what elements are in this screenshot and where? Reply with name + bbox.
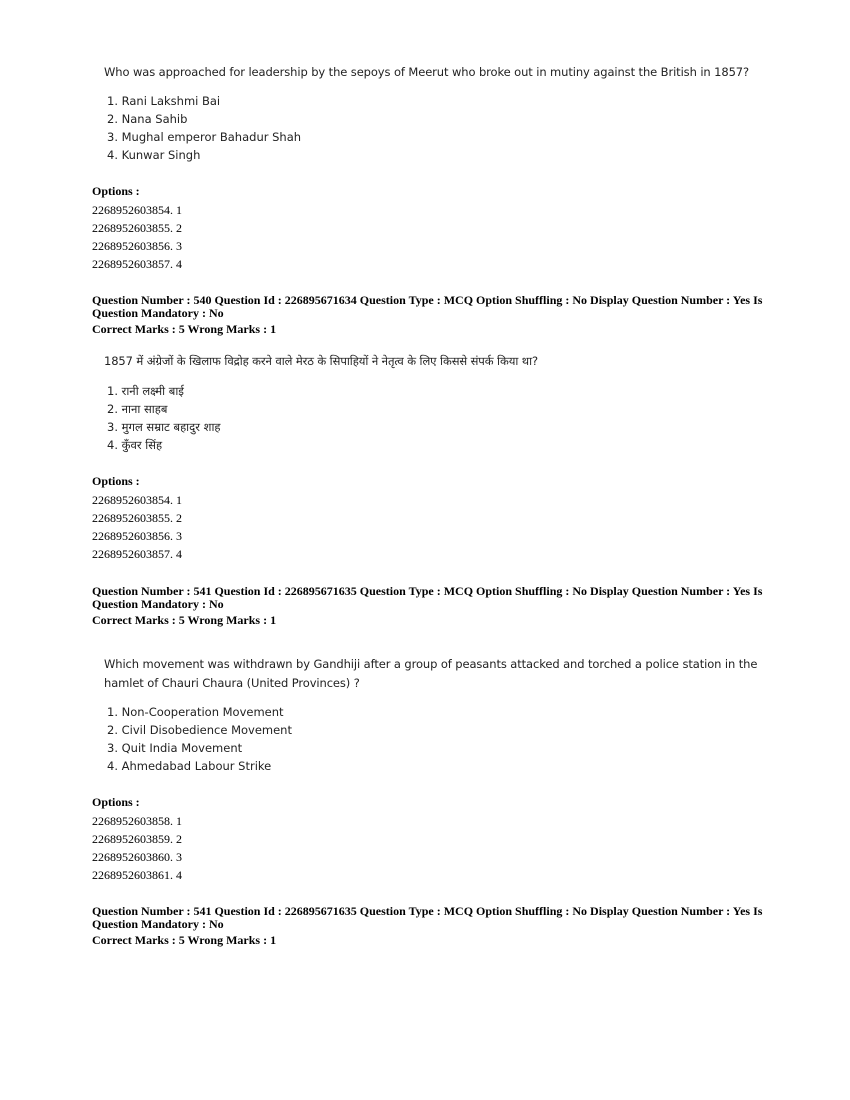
question-meta-line: Question Number : 541 Question Id : 226895671635 Question Type : MCQ Option Shuffling : No Display Question Number : Yes Is [92, 904, 763, 918]
choice-item: 2. Civil Disobedience Movement [107, 723, 292, 737]
choice-list [107, 382, 221, 454]
choice-item: 3. मुगल सम्राट बहादुर शाह [107, 420, 221, 434]
question-meta-line: Question Number : 541 Question Id : 226895671635 Question Type : MCQ Option Shuffling : No Display Question Number : Yes Is [92, 584, 763, 598]
question-meta [92, 905, 772, 947]
choice-item: 3. Mughal emperor Bahadur Shah [107, 130, 302, 144]
option-id: 2268952603857. 4 [92, 547, 182, 561]
question-text: 1857 में अंग्रेजों के खिलाफ विद्रोह करने वाले मेरठ के सिपाहियों ने नेतृत्व के लिए किससे संपर्क किया था? [104, 354, 539, 368]
option-id: 2268952603861. 4 [92, 868, 182, 882]
options-label: Options : [92, 474, 140, 488]
question-mandatory: Question Mandatory : No [92, 306, 224, 320]
choice-item: 1. Non-Cooperation Movement [107, 705, 284, 719]
option-id: 2268952603855. 2 [92, 221, 182, 235]
option-id: 2268952603859. 2 [92, 832, 182, 846]
option-id: 2268952603854. 1 [92, 493, 182, 507]
question-marks: Correct Marks : 5 Wrong Marks : 1 [92, 933, 277, 947]
choice-item: 1. Rani Lakshmi Bai [107, 94, 221, 108]
option-id: 2268952603858. 1 [92, 814, 182, 828]
option-id: 2268952603856. 3 [92, 529, 182, 543]
question-text: Who was approached for leadership by the sepoys of Meerut who broke out in mutiny against the British in 1857? [104, 65, 750, 79]
option-id: 2268952603854. 1 [92, 203, 182, 217]
question-marks: Correct Marks : 5 Wrong Marks : 1 [92, 322, 277, 336]
choice-item: 3. Quit India Movement [107, 741, 243, 755]
choice-list [107, 703, 292, 775]
options-block [92, 793, 182, 884]
question-mandatory: Question Mandatory : No [92, 597, 224, 611]
question-text-line: Which movement was withdrawn by Gandhiji after a group of peasants attacked and torched a police station in the [104, 657, 758, 671]
option-id: 2268952603856. 3 [92, 239, 182, 253]
question-meta [92, 294, 772, 336]
options-block [92, 182, 182, 273]
choice-item: 4. Kunwar Singh [107, 148, 201, 162]
choice-list [107, 92, 301, 164]
question-marks: Correct Marks : 5 Wrong Marks : 1 [92, 613, 277, 627]
question-text-line: hamlet of Chauri Chaura (United Provinces) ? [104, 676, 360, 690]
option-id: 2268952603860. 3 [92, 850, 182, 864]
question-mandatory: Question Mandatory : No [92, 917, 224, 931]
options-block [92, 472, 182, 563]
choice-item: 1. रानी लक्ष्मी बाई [107, 384, 184, 398]
options-label: Options : [92, 795, 140, 809]
choice-item: 2. Nana Sahib [107, 112, 188, 126]
choice-item: 4. Ahmedabad Labour Strike [107, 759, 272, 773]
question-meta [92, 585, 772, 627]
options-label: Options : [92, 184, 140, 198]
choice-item: 4. कुँवर सिंह [107, 438, 163, 452]
question-meta-line: Question Number : 540 Question Id : 226895671634 Question Type : MCQ Option Shuffling : No Display Question Number : Yes Is [92, 293, 763, 307]
option-id: 2268952603855. 2 [92, 511, 182, 525]
choice-item: 2. नाना साहब [107, 402, 168, 416]
option-id: 2268952603857. 4 [92, 257, 182, 271]
